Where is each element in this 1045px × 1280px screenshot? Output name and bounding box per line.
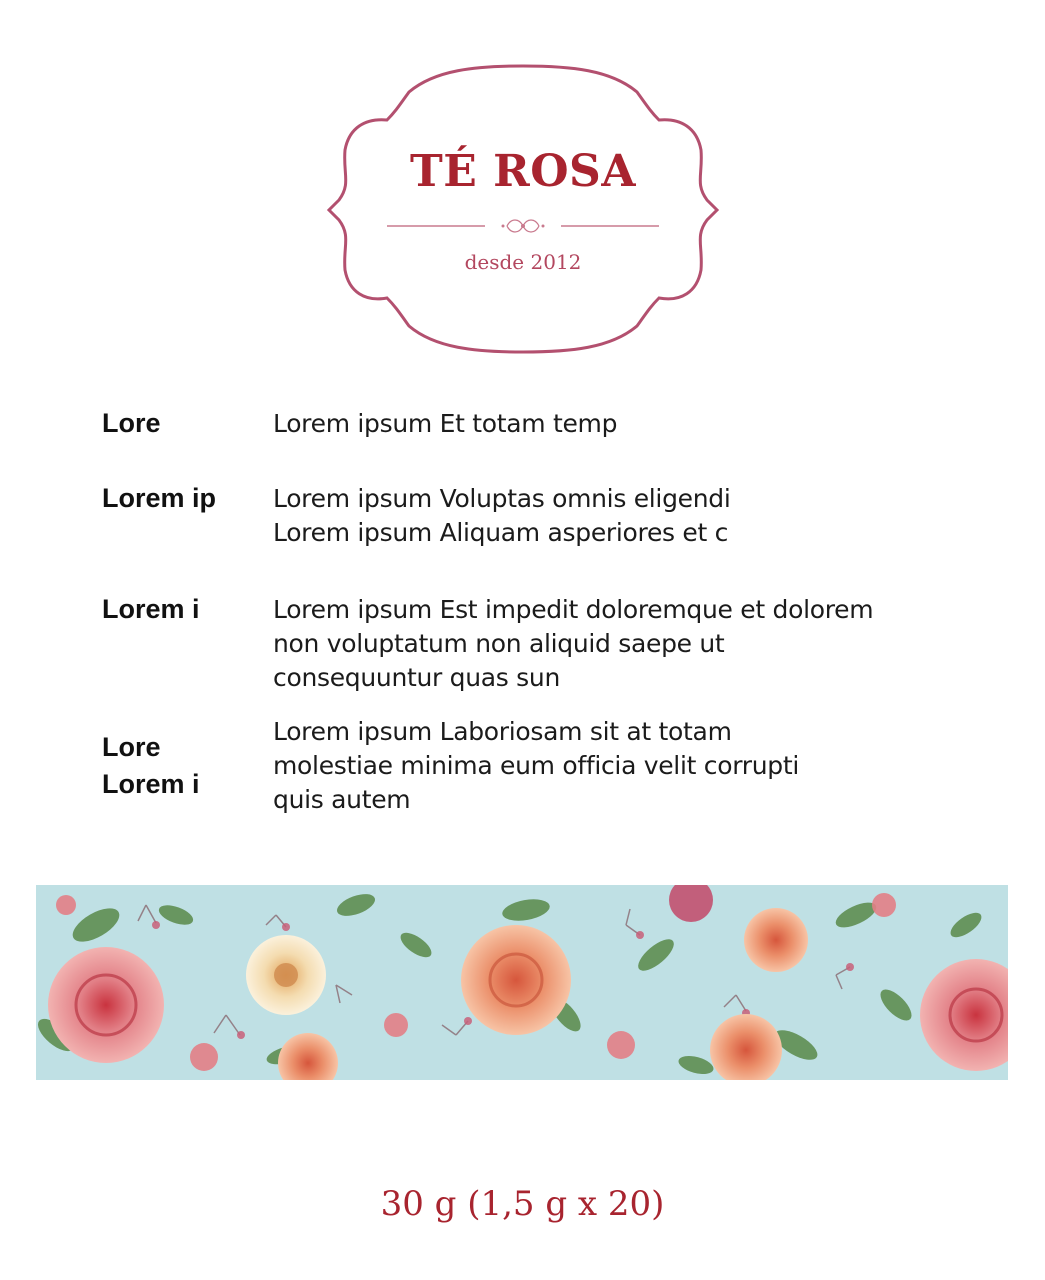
info-value	[273, 407, 953, 441]
info-value-line: molestiae minima eum officia velit corrupti	[273, 751, 799, 780]
brand-title: TÉ ROSA	[410, 146, 636, 197]
info-value-line: quis autem	[273, 785, 411, 814]
info-label-line: Lorem i	[102, 769, 200, 799]
info-value	[273, 593, 953, 695]
info-value-line: consequuntur quas sun	[273, 663, 560, 692]
info-value-line: Lorem ipsum Est impedit doloremque et dolorem	[273, 595, 874, 624]
info-value-line: Lorem ipsum Laboriosam sit at totam	[273, 717, 732, 746]
info-value-line: Lorem ipsum Voluptas omnis eligendi	[273, 484, 731, 513]
info-value-line: Lorem ipsum Et totam temp	[273, 409, 618, 438]
info-value	[273, 715, 953, 817]
info-label	[102, 405, 267, 442]
info-value-line: Lorem ipsum Aliquam asperiores et c	[273, 518, 729, 547]
info-label-line: Lore	[102, 408, 161, 438]
ornament-divider-icon	[387, 214, 659, 238]
package-weight: 30 g (1,5 g x 20)	[380, 1184, 665, 1224]
info-label-line: Lorem i	[102, 594, 200, 624]
info-label	[102, 591, 267, 628]
info-value	[273, 482, 953, 550]
floral-pattern-icon	[36, 885, 1008, 1080]
floral-banner	[36, 885, 1008, 1080]
brand-badge	[325, 62, 721, 356]
info-value-line: non voluptatum non aliquid saepe ut	[273, 629, 725, 658]
info-label	[102, 480, 267, 517]
info-label	[102, 729, 267, 803]
brand-subtitle: desde 2012	[464, 250, 582, 274]
info-label-line: Lore	[102, 732, 161, 762]
info-label-line: Lorem ip	[102, 483, 217, 513]
badge-frame-icon	[325, 62, 721, 356]
